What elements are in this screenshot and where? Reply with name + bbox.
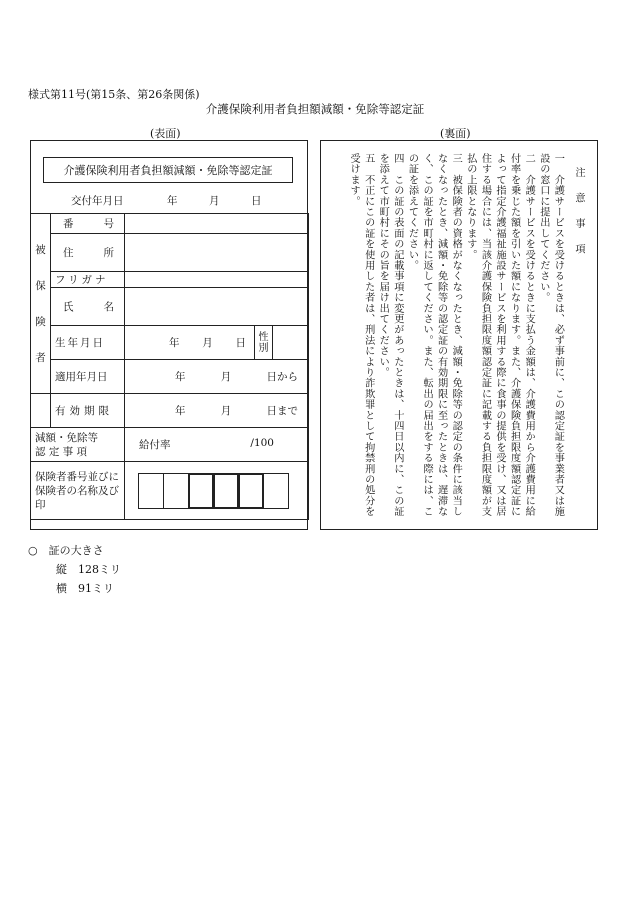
- insurer-number-boxes: [139, 473, 304, 509]
- front-side-label: (表面): [150, 127, 181, 140]
- size-height: 縦 128ミリ: [56, 563, 121, 576]
- note-item: 四 この証の表面の記載事項に変更があったときは、十四日以内に、この証を添えて市町村にその旨を届け出てください。: [377, 153, 403, 517]
- insurer-label: 保険者番号並びに保険者の名称及び印: [31, 462, 125, 520]
- furigana-label: フリガナ: [51, 272, 125, 288]
- reduction-label: 減額・免除等 認 定 事 項: [31, 428, 125, 462]
- insurer-stamp-field: [125, 462, 309, 520]
- valid-label: 有効期限: [51, 394, 125, 428]
- valid-blank: [31, 394, 51, 428]
- note-item: 二 介護サービスを受けるときに支払う金額は、介護費用から介護費用に給付率を乗じた額を引いた額になります。また、介護保険負担限度額認定証によって指定介護福祉施設サービスを利用する際に食事の提供を受け、又は居住する場合には、当該介護保険負担限度額認定証に記載する負担限度額が支払の上限となります。: [464, 153, 535, 517]
- insured-person-label: 被 保 険 者: [31, 214, 51, 394]
- sex-label: 性別: [255, 326, 273, 360]
- name-label: 氏 名: [51, 288, 125, 326]
- birth-field: 年 月 日: [125, 326, 255, 360]
- notes-title: 注 意 事 項: [573, 167, 584, 260]
- back-side-label: (裏面): [440, 127, 471, 140]
- address-field: [125, 234, 309, 272]
- issue-day: 日: [251, 195, 262, 207]
- applied-date-label: 適用年月日: [51, 360, 125, 394]
- birth-label: 生年月日: [51, 326, 125, 360]
- back-card: [320, 140, 598, 530]
- document-title: 介護保険利用者負担額減額・免除等認定証: [205, 102, 425, 116]
- card-title: 介護保険利用者負担額減額・免除等認定証: [43, 157, 293, 183]
- front-card: [30, 140, 308, 530]
- sex-field: [273, 326, 309, 360]
- name-field: [125, 288, 309, 326]
- size-heading: ○ 証の大きさ: [28, 544, 104, 557]
- address-label: 住 所: [51, 234, 125, 272]
- valid-field: 年 月 日まで: [125, 394, 309, 428]
- note-item: 三 被保険者の資格がなくなったとき、減額・免除等の認定の条件に該当しなくなったとき、減額・免除等の認定証の有効期限に至ったときは、遅滞なく、この証を市町村に返してください。また、転出の届出をする際には、この証を添えてください。: [406, 153, 462, 517]
- issue-month: 月: [209, 195, 220, 207]
- furigana-field: [125, 272, 309, 288]
- applied-date-field: 年 月 日から: [125, 360, 309, 394]
- number-label: 番 号: [51, 214, 125, 234]
- card-size-note: [28, 541, 121, 598]
- size-width: 横 91ミリ: [56, 582, 114, 595]
- issue-year: 年: [167, 195, 178, 207]
- number-field: [125, 214, 309, 234]
- benefit-rate-field: 給付率 /100: [125, 428, 309, 462]
- note-item: 五 不正にこの証を使用した者は、刑法により詐欺罪として拘禁刑の処分を受けます。: [348, 153, 374, 517]
- notes-text: [346, 153, 586, 523]
- form-number: 様式第11号(第15条、第26条関係): [28, 88, 200, 101]
- issue-date-row: [71, 193, 291, 208]
- insured-table: [30, 213, 309, 520]
- issue-date-label: 交付年月日: [71, 195, 124, 207]
- note-item: 一 介護サービスを受けるときは、必ず事前に、この認定証を事業者又は施設の窓口に提出してください。: [537, 153, 564, 517]
